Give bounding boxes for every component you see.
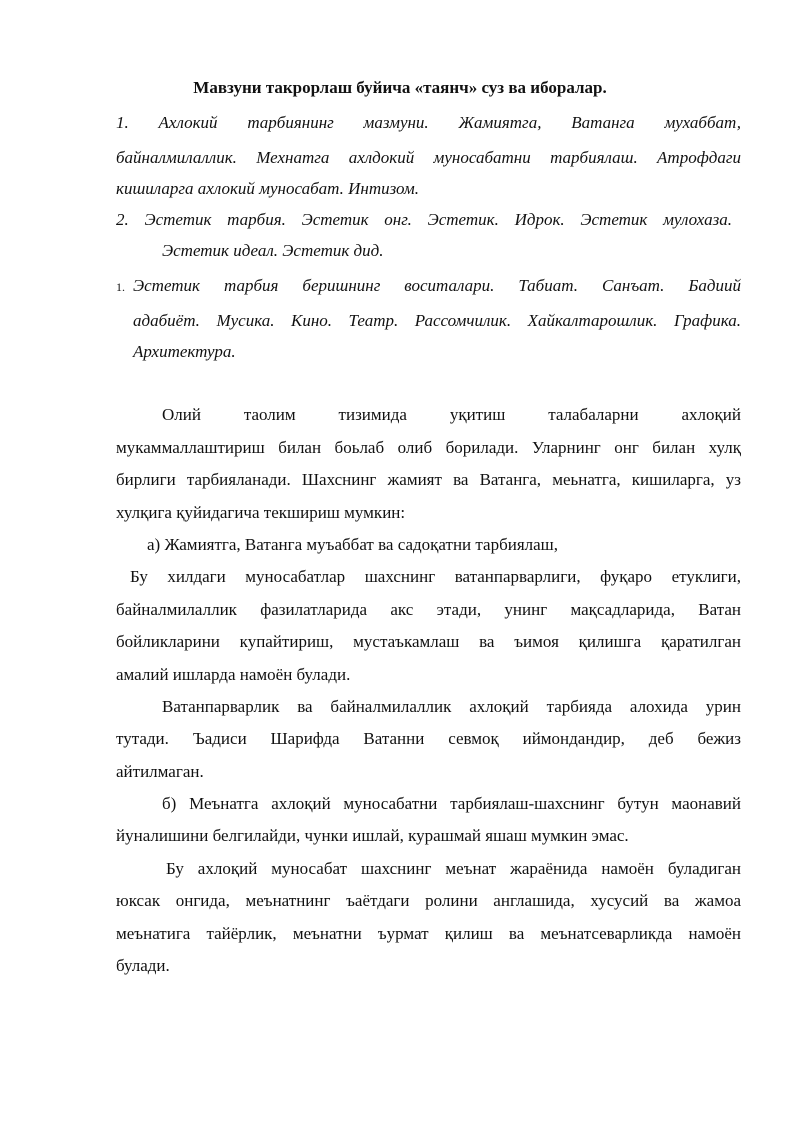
keyword-line: байналмилаллик. Мехнатга ахлдокий муносабатни тарбиялаш. Атрофдаги — [116, 148, 741, 167]
keyword-line: кишиларга ахлокий муносабат. Интизом. — [116, 179, 419, 198]
paragraph-line: йуналишини белгилайди, чунки ишлай, курашмай яшаш мумкин эмас. — [116, 826, 629, 845]
paragraph-line: мукаммаллаштириш билан боьлаб олиб борилади. Уларнинг онг билан хулқ — [116, 438, 741, 457]
paragraph-line: б) Меънатга ахлоқий муносабатни тарбиялаш-шахснинг бутун маонавий — [162, 794, 741, 813]
paragraph-line: байналмилаллик фазилатларида акс этади, унинг мақсадларида, Ватан — [116, 600, 741, 619]
keyword-line: Эстетик идеал. Эстетик дид. — [162, 241, 384, 260]
keyword-line: 1. Ахлокий тарбиянинг мазмуни. Жамиятга, Ватанга мухаббат, — [116, 113, 741, 132]
paragraph-line: Бу хилдаги муносабатлар шахснинг ватанпарварлиги, фуқаро етуклиги, — [130, 567, 741, 586]
paragraph-line: Ватанпарварлик ва байналмилаллик ахлоқий тарбияда алохида урин — [162, 697, 741, 716]
keyword-line: 2. Эстетик тарбия. Эстетик онг. Эстетик. Идрок. Эстетик мулохаза. — [116, 210, 732, 229]
keyword-line: Эстетик тарбия беришнинг воситалари. Табиат. Санъат. Бадиий — [133, 276, 741, 295]
paragraph-line: меънатига тайёрлик, меънатни ъурмат қилиш ва меънатсеварликда намоён — [116, 924, 741, 943]
paragraph-line: Бу ахлоқий муносабат шахснинг меънат жараёнида намоён буладиган — [166, 859, 741, 878]
keyword-line: адабиёт. Мусика. Кино. Театр. Рассомчилик. Хайкалтарошлик. Графика. — [133, 311, 741, 330]
keyword-line: Архитектура. — [133, 342, 236, 361]
paragraph-line: Олий таолим тизимида уқитиш талабаларни ахлоқий — [162, 405, 741, 424]
paragraph-line: хулқига қуйидагича текшириш мумкин: — [116, 503, 406, 522]
keyword-number: 1. — [116, 280, 125, 294]
paragraph-line: бойликларини купайтириш, мустаъкамлаш ва ъимоя қилишга қаратилган — [116, 632, 741, 651]
document-title: Мавзуни такрорлаш буйича «таянч» суз ва иборалар. — [193, 78, 607, 97]
paragraph-line: а) Жамиятга, Ватанга муъаббат ва садоқатни тарбиялаш, — [147, 535, 559, 554]
paragraph-line: айтилмаган. — [116, 762, 204, 781]
paragraph-line: юксак онгида, меънатнинг ъаётдаги ролини англашида, хусусий ва жамоа — [116, 891, 741, 910]
paragraph-line: амалий ишларда намоён булади. — [116, 665, 351, 684]
paragraph-line: булади. — [116, 956, 170, 975]
paragraph-line: тутади. Ъадиси Шарифда Ватанни севмоқ иймондандир, деб бежиз — [116, 729, 741, 748]
paragraph-line: бирлиги тарбияланади. Шахснинг жамият ва Ватанга, меьнатга, кишиларга, уз — [116, 470, 741, 489]
